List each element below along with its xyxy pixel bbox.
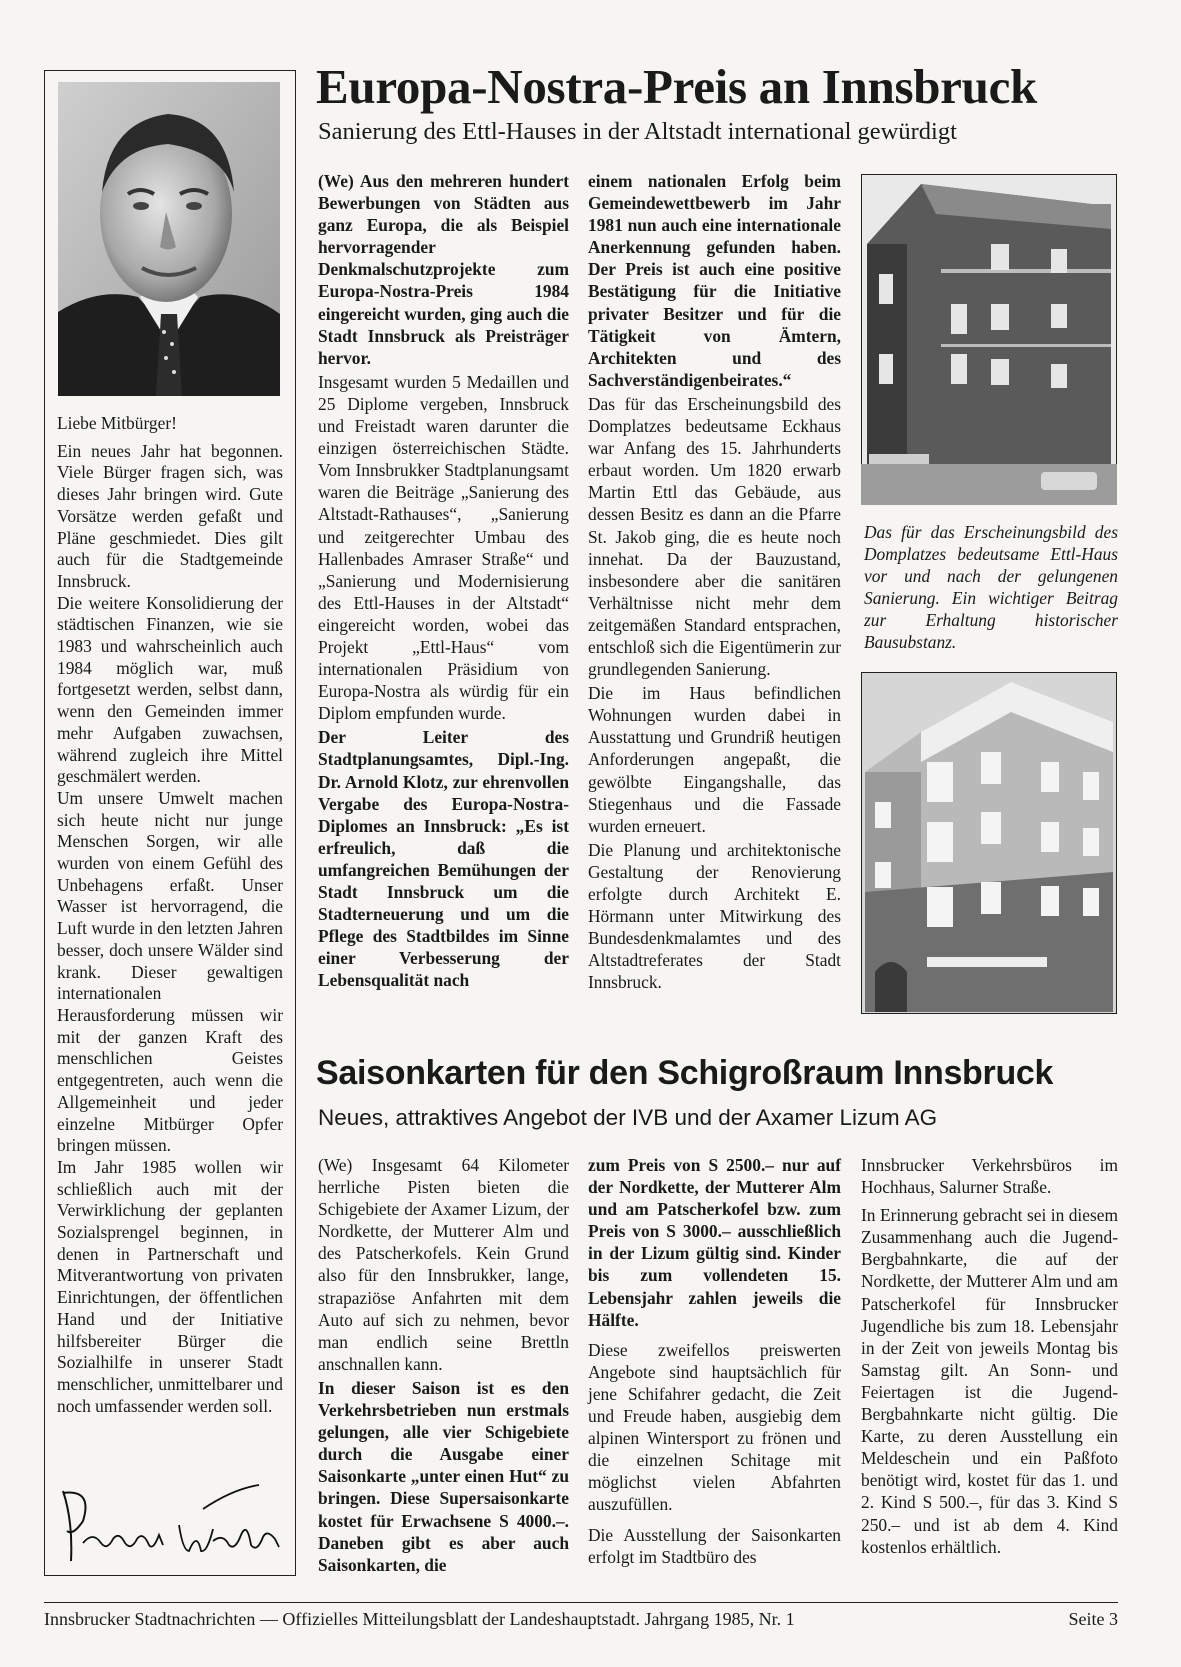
page-number: Seite 3	[1068, 1609, 1118, 1629]
article2-bold-paragraph: In dieser Saison ist es den Verkehrsbetrieben nun erstmals gelungen, alle vier Schigebiete durch die Ausgabe einer Saisonkarte „unter einen Hut“ zu bringen. Diese Supersaisonkarte kostet für Erwachsene S 4000.–. Daneben gibt es aber auch Saisonkarten, die	[318, 1377, 569, 1575]
article1-paragraph: Die im Haus befindlichen Wohnungen wurden dabei in Ausstattung und Grundriß heutigen Anforderungen angepaßt, die gewölbte Eingangshalle, das Stiegenhaus und die Fassade wurden erneuert.	[588, 683, 841, 836]
mayor-portrait-photo	[58, 82, 280, 396]
article2-paragraph: (We) Insgesamt 64 Kilometer herrliche Pisten bieten die Schigebiete der Axamer Lizum, der Nordkette, der Mutterer Alm und des Patscherkofels. Kein Grund also für den Innsbrukker, lange, strapaziöse Anfahrten mit dem Auto auf sich zu nehmen, bevor man endlich seine Brettln anschnallen kann.	[318, 1155, 569, 1374]
article1-subtitle: Sanierung des Ettl-Hauses in der Altstadt international gewürdigt	[318, 118, 957, 145]
article2-subtitle: Neues, attraktives Angebot der IVB und der Axamer Lizum AG	[318, 1105, 938, 1130]
letter-paragraph: Im Jahr 1985 wollen wir schließlich auch mit der Verwirklichung der geplanten Sozialsprengel beginnen, in denen in Partnerschaft und Mitverantwortung von privaten Einrichtungen, der öffentlichen Hand und der Initiative hilfsbereiter Bürger die Sozialhilfe in unserer Stadt menschlicher, unmittelbarer und noch umfassender werden soll.	[57, 1156, 283, 1416]
ettl-house-after-photo	[861, 672, 1117, 1014]
article1-title: Europa-Nostra-Preis an Innsbruck	[316, 59, 1037, 114]
article2-paragraph: Diese zweifellos preiswerten Angebote sind hauptsächlich für jene Schifahrer gedacht, die Zeit und Freude haben, ausgiebig dem alpinen Wintersport zu frönen und die einzelnen Schitage mit möglichst vielen Abfahrten auszufüllen.	[588, 1339, 841, 1515]
photo-caption: Das für das Erscheinungsbild des Domplatzes bedeutsame Ettl-Haus vor und nach der gelungenen Sanierung. Ein wichtiger Beitrag zur Erhaltung historischer Bausubstanz.	[864, 522, 1118, 652]
article1-paragraph: Insgesamt wurden 5 Medaillen und 25 Diplome vergeben, Innsbruck und Freistadt waren darunter die einzigen österreichischen Städte. Vom Innsbrukker Stadtplanungsamt waren die Beiträge „Sanierung des Altstadt-Rathauses“, „Sanierung und zeitgerechter Umbau des Hallenbades Amraser Straße“ und „Sanierung und Modernisierung des Ettl-Hauses in der Altstadt“ eingereicht worden, wobei das Projekt „Ettl-Haus“ vom internationalen Präsidium von Europa-Nostra als würdig für ein Diplom empfunden wurde.	[318, 371, 569, 724]
footer-rule	[44, 1602, 1118, 1603]
mayor-letter-text	[57, 413, 283, 1417]
letter-paragraph: Ein neues Jahr hat begonnen. Viele Bürger fragen sich, was dieses Jahr bringen wird. Gute Vorsätze werden gefaßt und Pläne geschmiedet. Dies gilt auch für die Stadtgemeinde Innsbruck.	[57, 440, 283, 591]
mayor-letter-box	[44, 70, 296, 1576]
ettl-house-before-photo	[861, 174, 1117, 505]
article2-paragraph: In Erinnerung gebracht sei in diesem Zusammenhang auch die Jugend-Bergbahnkarte, die auf der Nordkette, der Mutterer Alm und am Patscherkofel für Innsbrucker Jugendliche bis zum 18. Lebensjahr in der Zeit von jeweils Montag bis Samstag gilt. An Sonn- und Feiertagen ist die Jugend-Bergbahnkarte nicht gültig. Die Karte, zu deren Ausstellung ein Meldeschein und ein Paßfoto benötigt wird, kostet für das 1. und 2. Kind S 500.–, für das 3. Kind S 250.– und ist ab dem 4. Kind kostenlos erhältlich.	[861, 1205, 1118, 1557]
article1-quote: Der Leiter des Stadtplanungsamtes, Dipl.-Ing. Dr. Arnold Klotz, zur ehrenvollen Vergabe des Europa-Nostra-Diplomes an Innsbruck: „Es ist erfreulich, daß die umfangreichen Bemühungen der Stadt Innsbruck um die Stadterneuerung und um die Pflege des Stadtbildes im Sinne einer Verbesserung der Lebensqualität nach	[318, 727, 569, 991]
article2-column-2	[588, 1154, 841, 1570]
article1-column-1	[318, 170, 569, 993]
article1-paragraph: Die Planung und architektonische Gestaltung der Renovierung erfolgte durch Architekt E. Hörmann unter Mitwirkung des Bundesdenkmalamtes und des Altstadtreferates der Stadt Innsbruck.	[588, 839, 841, 993]
article2-column-1	[318, 1154, 569, 1578]
article2-paragraph: Innsbrucker Verkehrsbüros im Hochhaus, Salurner Straße.	[861, 1155, 1118, 1198]
letter-paragraph: Die weitere Konsolidierung der städtischen Finanzen, wie sie 1983 und wahrscheinlich auch 1984 möglich war, muß fortgesetzt werden, selbst dann, wenn den Gemeinden immer mehr Aufgaben zuwachsen, während zugleich ihre Mittel geschmälert werden.	[57, 592, 283, 787]
article1-column-2	[588, 170, 841, 995]
article1-lead: (We) Aus den mehreren hundert Bewerbungen von Städten aus ganz Europa, die als Beispiel hervorragender Denkmalschutzprojekte zum Europa-Nostra-Preis 1984 eingereicht wurden, ging auch die Stadt Innsbruck als Preisträger hervor.	[318, 171, 569, 368]
footer-publication: Innsbrucker Stadtnachrichten — Offizielles Mitteilungsblatt der Landeshauptstadt. Jahrgang 1985, Nr. 1	[44, 1609, 795, 1629]
article2-column-3	[861, 1154, 1118, 1560]
article1-paragraph: Das für das Erscheinungsbild des Domplatzes bedeutsame Eckhaus war Anfang des 15. Jahrhunderts erbaut worden. Um 1820 erwarb Martin Ettl das Gebäude, aus dessen Besitz es dann an die Pfarre St. Jakob ging, die es heute noch innehat. Da der Bauzustand, insbesondere aber die sanitären Verhältnisse nicht mehr dem zeitgemäßen Standard entsprachen, entschloß sich die Eigentümerin zur grundlegenden Sanierung.	[588, 393, 841, 680]
letter-salutation: Liebe Mitbürger!	[57, 413, 177, 433]
mayor-signature	[53, 1481, 285, 1571]
letter-paragraph: Um unsere Umwelt machen sich heute nicht nur junge Menschen Sorgen, wir alle wurden von einem Gefühl des Unbehagens erfaßt. Unser Wasser ist hervorragend, die Luft wurde in den letzten Jahren besser, doch unsere Wälder sind krank. Dieser gewaltigen internationalen Herausforderung müssen wir mit der ganzen Kraft des menschlichen Geistes entgegentreten, auch wenn die Allgemeinheit und jeder einzelne Mitbürger Opfer bringen müssen.	[57, 787, 283, 1156]
article2-title: Saisonkarten für den Schigroßraum Innsbruck	[316, 1054, 1054, 1092]
article2-paragraph: Die Ausstellung der Saisonkarten erfolgt im Stadtbüro des	[588, 1524, 841, 1567]
article2-bold-paragraph: zum Preis von S 2500.– nur auf der Nordkette, der Mutterer Alm und am Patscherkofel bzw. zum Preis von S 3000.– ausschließlich in der Lizum gültig sind. Kinder bis zum vollendeten 15. Lebensjahr zahlen jeweils die Hälfte.	[588, 1155, 841, 1330]
article1-quote-cont: einem nationalen Erfolg beim Gemeindewettbewerb im Jahr 1981 nun auch eine internationale Anerkennung gefunden haben. Der Preis ist auch eine positive Bestätigung für die Initiative privater Besitzer und für die Tätigkeit von Ämtern, Architekten und des Sachverständigenbeirates.“	[588, 171, 841, 390]
